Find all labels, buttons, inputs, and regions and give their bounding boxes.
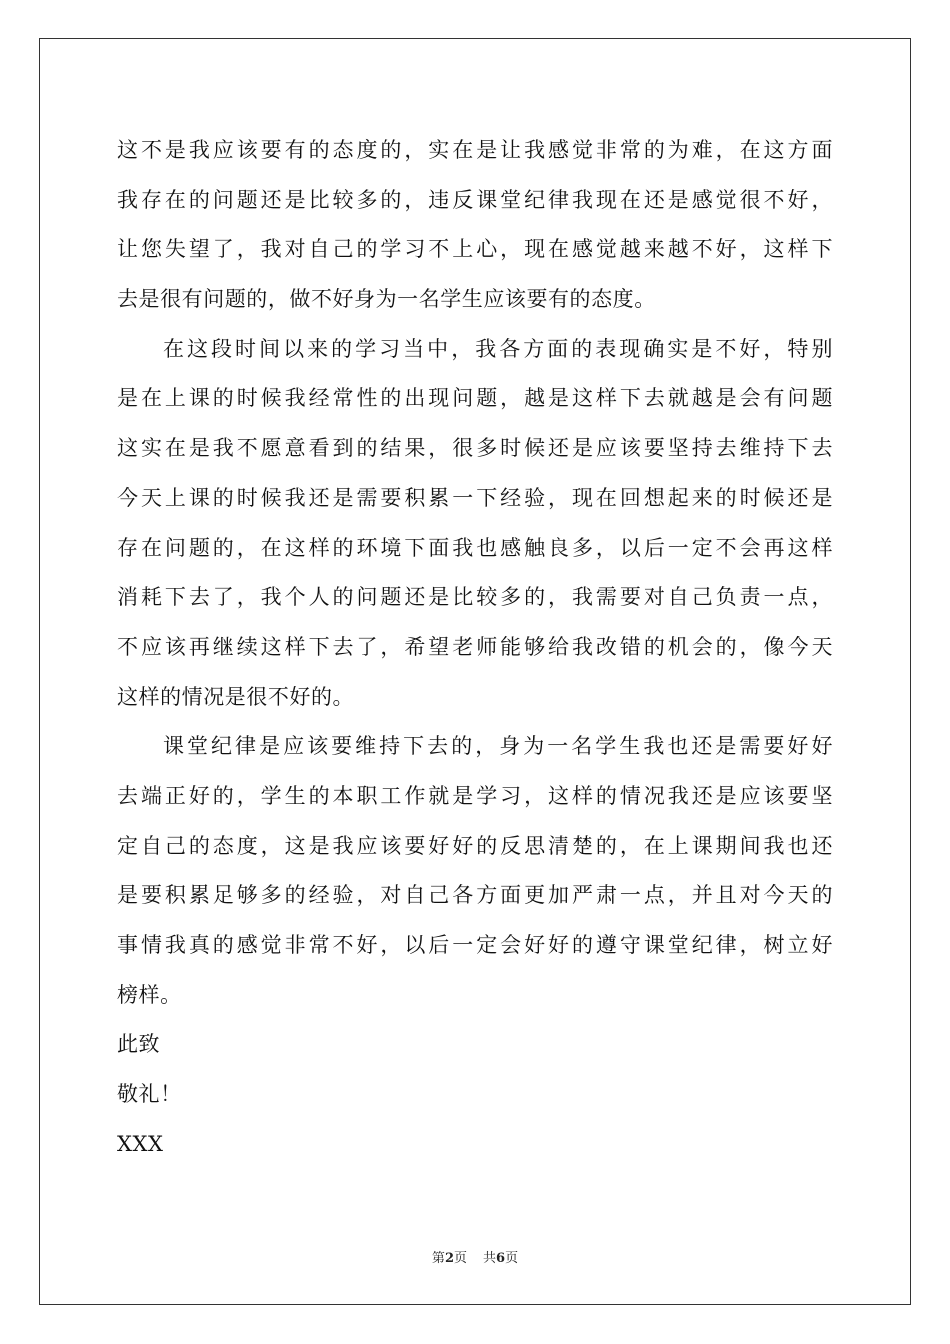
text-line: 是要积累足够多的经验，对自己各方面更加严肃一点，并且对今天的	[117, 883, 833, 908]
text-line: 存在问题的，在这样的环境下面我也感触良多，以后一定不会再这样	[117, 535, 833, 560]
text-line: 事情我真的感觉非常不好，以后一定会好好的遵守课堂纪律，树立好	[117, 933, 833, 957]
text-line: 去是很有问题的，做不好身为一名学生应该要有的态度。	[117, 287, 656, 312]
page-number: 第2页	[431, 1251, 467, 1266]
text-line: 去端正好的，学生的本职工作就是学习，这样的情况我还是应该要坚	[117, 783, 833, 808]
signature: XXX	[117, 1131, 164, 1156]
text-line: 我存在的问题还是比较多的，违反课堂纪律我现在还是感觉很不好，	[117, 187, 833, 212]
page-footer	[0, 1247, 950, 1266]
page-total: 共6页	[483, 1251, 519, 1266]
text-line: 在这段时间以来的学习当中，我各方面的表现确实是不好，特别	[163, 336, 833, 361]
closing-salutation: 此致	[117, 1032, 161, 1057]
text-line: 让您失望了，我对自己的学习不上心，现在感觉越来越不好，这样下	[117, 237, 833, 262]
text-line: 今天上课的时候我还是需要积累一下经验，现在回想起来的时候还是	[117, 485, 833, 510]
text-line: 这实在是我不愿意看到的结果，很多时候还是应该要坚持去维持下去	[117, 436, 833, 461]
text-line: 不应该再继续这样下去了，希望老师能够给我改错的机会的，像今天	[117, 634, 833, 659]
text-line: 榜样。	[117, 982, 182, 1007]
text-line: 课堂纪律是应该要维持下去的，身为一名学生我也还是需要好好	[163, 734, 833, 759]
text-line: 消耗下去了，我个人的问题还是比较多的，我需要对自己负责一点，	[117, 585, 833, 610]
text-line: 这样的情况是很不好的。	[117, 684, 355, 709]
closing-regards: 敬礼！	[117, 1082, 182, 1107]
letter-body	[117, 126, 833, 1169]
text-line: 是在上课的时候我经常性的出现问题，越是这样下去就越是会有问题	[117, 386, 833, 411]
text-line: 这不是我应该要有的态度的，实在是让我感觉非常的为难，在这方面	[117, 138, 833, 162]
text-line: 定自己的态度，这是我应该要好好的反思清楚的，在上课期间我也还	[117, 833, 833, 858]
